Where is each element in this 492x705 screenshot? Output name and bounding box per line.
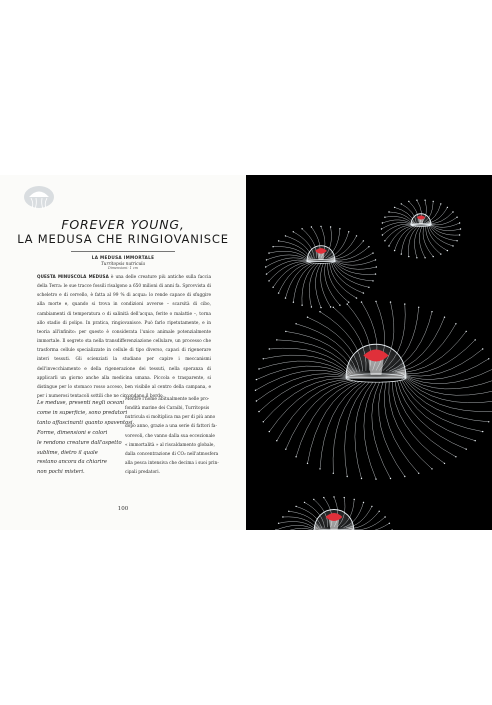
jellyfish-center-tentacle-tip: [285, 449, 286, 450]
jellyfish-top-right-tentacle-tip: [459, 234, 460, 235]
jellyfish-center-tentacle: [404, 376, 492, 389]
jellyfish-top-left-tentacle-tip: [330, 226, 331, 227]
jellyfish-center-tentacle-tip: [482, 431, 483, 432]
jellyfish-center-tentacle-tip: [319, 468, 320, 469]
jellyfish-center-tentacle-tip: [375, 301, 376, 302]
jellyfish-center-tentacle-tip: [431, 311, 432, 312]
jellyfish-bottom-tentacle: [283, 517, 318, 529]
left-page: [0, 175, 246, 530]
side-column-line: nutricula si moltiplica ma per di più anno: [125, 415, 216, 421]
jellyfish-center-tentacle: [384, 382, 418, 473]
pull-quote-line: tanto affascinanti quanto spaventosi.: [37, 419, 135, 426]
jellyfish-top-left-tentacle-tip: [278, 292, 279, 293]
jellyfish-top-right-tentacle-tip: [459, 222, 460, 223]
body-lead: QUESTA MINUSCOLA MEDUSA: [37, 274, 109, 279]
jellyfish-top-right-tentacle: [408, 226, 418, 256]
jellyfish-top-right-tentacle: [419, 227, 425, 258]
jellyfish-center-tentacle-tip: [418, 307, 419, 308]
jellyfish-center-tentacle: [401, 379, 483, 431]
jellyfish-top-right-tentacle-tip: [416, 200, 417, 201]
jellyfish-top-left-tentacle: [334, 253, 374, 262]
jellyfish-top-right-tentacle-tip: [416, 257, 417, 258]
jellyfish-top-left-tentacle-tip: [372, 252, 373, 253]
side-column-line: cipali predatori.: [125, 470, 160, 476]
jellyfish-top-right-tentacle-tip: [401, 253, 402, 254]
jellyfish-center-tentacle-tip: [256, 379, 257, 380]
jellyfish-center-tentacle-tip: [258, 411, 259, 412]
jellyfish-top-left-tentacle: [331, 241, 363, 259]
jellyfish-top-right-tentacle: [389, 226, 413, 246]
jellyfish-center-tentacle-tip: [255, 390, 256, 391]
jellyfish-top-left-tentacle-tip: [268, 280, 269, 281]
jellyfish-center-tentacle: [286, 331, 355, 372]
jellyfish-center-tentacle-tip: [488, 421, 489, 422]
jellyfish-top-left-tentacle: [333, 262, 369, 287]
caption-heading: LA MEDUSA IMMORTALE: [91, 255, 155, 260]
jellyfish-center-tentacle: [395, 381, 456, 457]
jellyfish-top-left-tentacle-tip: [311, 226, 312, 227]
jellyfish-top-right-tentacle-tip: [433, 256, 434, 257]
jellyfish-center-tentacle: [296, 381, 357, 457]
jellyfish-top-right-tentacle-tip: [424, 257, 425, 258]
jellyfish-center-tentacle: [392, 381, 444, 463]
jellyfish-top-right-tentacle-tip: [382, 222, 383, 223]
title-line-2: LA MEDUSA CHE RINGIOVANISCE: [17, 232, 229, 246]
jellyfish-center-tentacle: [345, 382, 370, 476]
jellyfish-center-tentacle-tip: [361, 301, 362, 302]
jellyfish-bottom-tentacle-tip: [389, 523, 390, 524]
pull-quote-line: sublime, dietro il quale: [37, 449, 98, 456]
jellyfish-top-left-tentacle: [273, 247, 309, 260]
jellyfish-center-tentacle-tip: [263, 421, 264, 422]
jellyfish-center-tentacle-tip: [347, 303, 348, 304]
jellyfish-center-tentacle: [404, 369, 492, 384]
jellyfish-center-tentacle-tip: [418, 473, 419, 474]
side-column-line: « immortalità » al riscaldamento globale,: [125, 442, 215, 448]
jellyfish-top-left-tentacle-tip: [268, 252, 269, 253]
body-paragraph: è una delle creature più antiche sulla faccia della Terra: le sue tracce fossili risalgono a 650 milioni di anni fa. Sprovvista di scheletro e di cervello, è fatta al 99 % di acqua: lo rende capace di sfuggire alla morte e, quando si trova in condizioni avverse – scarsità di cibo, cambiamenti di temperatura o di salinità dell'acqua, ferite o malattie –, torna allo stadio di polipo. In pratica, ringiovanisce. Può farlo ripetutamente, e in teoria all'infinito: per questo è considerata l'unico animale potenzialmente immortale. Il segreto sta nella transdifferenziazione cellulare, un processo che trasforma cellule specializzate in cellule di tipo diverso, capaci di rigenerare interi tessuti. Gli scienziati la studiano per capire i meccanismi dell'invecchiamento e della rigenerazione dei tessuti, nella speranza di applicarli un giorno anche alla medicina umana. Piccola e trasparente, si distingue per lo stomaco rosso acceso, ben visibile al centro della campana, e per i numerosi tentacoli sottili che ne circondano il bordo.: [37, 275, 212, 400]
jellyfish-top-right-tentacle-tip: [456, 240, 457, 241]
jellyfish-top-left-tentacle-tip: [368, 246, 369, 247]
jellyfish-top-left-tentacle-tip: [272, 246, 273, 247]
jellyfish-center-tentacle: [400, 340, 476, 374]
jellyfish-top-left-tentacle: [267, 260, 308, 274]
jellyfish-top-left-tentacle-tip: [266, 273, 267, 274]
jellyfish-top-right-tentacle-tip: [456, 217, 457, 218]
jellyfish-top-right-tentacle-tip: [440, 253, 441, 254]
jellyfish-top-left-tentacle-tip: [320, 226, 321, 227]
jellyfish-top-left-tentacle-tip: [348, 231, 349, 232]
jellyfish-top-right-tentacle-tip: [447, 250, 448, 251]
jellyfish-center-tentacle-tip: [361, 478, 362, 479]
jellyfish-top-left-tentacle-tip: [301, 228, 302, 229]
jellyfish-top-left-tentacle-tip: [293, 231, 294, 232]
side-column-line: Mentre l'home abitualmente nelle pro-: [125, 397, 210, 402]
jellyfish-emblem-icon: [22, 184, 56, 210]
jellyfish-top-right-tentacle: [430, 225, 457, 241]
jellyfish-top-left-tentacle: [334, 260, 375, 265]
jellyfish-top-left-tentacle: [269, 251, 309, 259]
jellyfish-top-left-tentacle: [269, 261, 309, 280]
jellyfish-bottom-tentacle-tip: [384, 516, 385, 517]
body-text: [37, 272, 211, 401]
jellyfish-center-tentacle-tip: [319, 311, 320, 312]
jellyfish-center-tentacle-tip: [269, 431, 270, 432]
jellyfish-center-tentacle: [269, 348, 351, 374]
jellyfish-top-left-tentacle-tip: [285, 297, 286, 298]
pull-quote-line: Forme, dimensioni e colori: [37, 429, 108, 436]
jellyfish-top-left-tentacle: [267, 255, 308, 260]
jellyfish-center-tentacle-tip: [431, 468, 432, 469]
jellyfish-top-right-tentacle-tip: [408, 256, 409, 257]
jellyfish-center-tentacle-tip: [269, 348, 270, 349]
jellyfish-top-left-tentacle: [279, 241, 311, 259]
jellyfish-center-tentacle-tip: [347, 476, 348, 477]
jellyfish-top-right-tentacle-tip: [388, 245, 389, 246]
jellyfish-center-tentacle-tip: [285, 331, 286, 332]
jellyfish-bottom-tentacle-tip: [391, 529, 392, 530]
jellyfish-center-tentacle: [263, 378, 349, 422]
side-column-line: fondità marine dei Caraibi, Turritopsis: [125, 406, 210, 412]
jellyfish-center-tentacle-tip: [307, 463, 308, 464]
jellyfish-top-right-tentacle: [401, 226, 416, 254]
caption-scientific-name: Turritopsis nutricula: [101, 261, 145, 266]
jellyfish-bottom-tentacle-tip: [344, 497, 345, 498]
jellyfish-top-left-tentacle: [321, 264, 331, 308]
jellyfish-bottom-tentacle-tip: [282, 516, 283, 517]
jellyfish-top-left-tentacle-tip: [266, 259, 267, 260]
jellyfish-top-left-tentacle-tip: [339, 305, 340, 306]
jellyfish-top-left-tentacle-tip: [285, 235, 286, 236]
jellyfish-top-left-tentacle-tip: [330, 306, 331, 307]
jellyfish-top-right-tentacle-tip: [460, 228, 461, 229]
jellyfish-top-left-tentacle: [316, 264, 322, 308]
jellyfish-center-tentacle: [259, 376, 348, 411]
jellyfish-top-right-tentacle-tip: [388, 211, 389, 212]
jellyfish-top-left-tentacle-tip: [363, 292, 364, 293]
jellyfish-top-right-tentacle-tip: [424, 200, 425, 201]
side-column-line: vorevoli, che vanno dalla sua eccezionale: [125, 433, 215, 439]
jellyfish-top-left-tentacle-tip: [372, 280, 373, 281]
jellyfish-top-right-tentacle: [429, 226, 453, 246]
jellyfish-top-right-tentacle: [415, 227, 420, 258]
caption-dimension: Dimensioni: 1 cm: [108, 266, 138, 270]
side-column-line: dopo anno, grazie a una serie di fattori fa-: [125, 424, 217, 430]
jellyfish-center-tentacle-tip: [390, 301, 391, 302]
jellyfish-top-left-tentacle-tip: [320, 307, 321, 308]
jellyfish-top-right-tentacle: [382, 220, 411, 224]
jellyfish-bottom-tentacle-tip: [323, 497, 324, 498]
jellyfish-top-left-tentacle-tip: [356, 297, 357, 298]
jellyfish-top-right-tentacle-tip: [394, 250, 395, 251]
jellyfish-center-tentacle: [263, 355, 349, 374]
jellyfish-top-right-tentacle: [423, 226, 433, 256]
jellyfish-center-tentacle-tip: [466, 449, 467, 450]
jellyfish-top-left-tentacle: [331, 263, 363, 294]
jellyfish-center-tentacle-tip: [333, 307, 334, 308]
page-number: 100: [117, 506, 129, 512]
jellyfish-top-left-tentacle: [330, 263, 357, 298]
jellyfish-top-right-tentacle-tip: [440, 203, 441, 204]
jellyfish-center-tentacle: [333, 382, 366, 473]
jellyfish-center-tentacle-tip: [488, 358, 489, 359]
jellyfish-center-tentacle: [404, 377, 492, 403]
jellyfish-top-right-tentacle-tip: [394, 207, 395, 208]
jellyfish-center-tentacle-tip: [375, 478, 376, 479]
jellyfish-top-left-tentacle-tip: [348, 302, 349, 303]
jellyfish-top-right-tentacle-tip: [381, 228, 382, 229]
jellyfish-center-tentacle-tip: [333, 473, 334, 474]
jellyfish-top-right-tentacle-tip: [401, 203, 402, 204]
jellyfish-center-tentacle-tip: [475, 339, 476, 340]
jellyfish-center-tentacle-tip: [455, 323, 456, 324]
jellyfish-top-right-tentacle-tip: [408, 201, 409, 202]
jellyfish-center-tentacle-tip: [295, 456, 296, 457]
jellyfish-top-right-tentacle-tip: [447, 207, 448, 208]
side-column: [125, 395, 219, 477]
jellyfish-bottom-tentacle-tip: [371, 506, 372, 507]
jellyfish-top-right-tentacle-tip: [433, 201, 434, 202]
jellyfish-top-right-tentacle-tip: [452, 245, 453, 246]
jellyfish-top-left-tentacle: [309, 264, 318, 308]
jellyfish-top-left-tentacle-tip: [363, 240, 364, 241]
pull-quote-line: restano ancora da chiarire: [37, 459, 107, 466]
jellyfish-bottom-tentacle: [275, 528, 315, 530]
jellyfish-center-tentacle-tip: [307, 317, 308, 318]
jellyfish-center-tentacle-tip: [455, 456, 456, 457]
jellyfish-top-left-tentacle-tip: [272, 287, 273, 288]
jellyfish-bottom-tentacle-tip: [275, 529, 276, 530]
jellyfish-bottom-tentacle-tip: [278, 523, 279, 524]
side-column-line: alla pesca intensiva che decima i suoi prin-: [125, 461, 219, 467]
jellyfish-center-tentacle-tip: [263, 358, 264, 359]
jellyfish-center-tentacle: [256, 370, 348, 390]
jellyfish-bottom-tentacle-tip: [304, 502, 305, 503]
jellyfish-illustration: [246, 175, 492, 530]
jellyfish-top-left-tentacle-tip: [311, 306, 312, 307]
pull-quote: [37, 399, 135, 478]
jellyfish-bottom-tentacle-tip: [288, 511, 289, 512]
jellyfish-bottom-tentacle-tip: [295, 506, 296, 507]
title-line-1: FOREVER YOUNG,: [61, 217, 185, 232]
pull-quote-line: come in superficie, sono predatori: [37, 409, 128, 416]
jellyfish-bottom-tentacle-tip: [354, 499, 355, 500]
pull-quote-line: le rendono creature dall'aspetto: [37, 439, 122, 446]
jellyfish-center-tentacle-tip: [258, 368, 259, 369]
jellyfish-center-tentacle: [256, 374, 347, 401]
jellyfish-top-left-tentacle-tip: [375, 273, 376, 274]
jellyfish-center-tentacle: [256, 366, 347, 380]
jellyfish-center-tentacle-tip: [444, 463, 445, 464]
jellyfish-top-left-tentacle-tip: [375, 259, 376, 260]
title-divider: [71, 251, 175, 252]
jellyfish-center-tentacle-tip: [256, 400, 257, 401]
jellyfish-top-right-tentacle-tip: [384, 217, 385, 218]
jellyfish-top-left-tentacle: [325, 263, 340, 305]
jellyfish-center-tentacle-tip: [404, 476, 405, 477]
jellyfish-top-left-tentacle-tip: [356, 235, 357, 236]
jellyfish-top-left-tentacle-tip: [301, 305, 302, 306]
pull-quote-line: Le meduse, presenti negli oceani: [37, 400, 125, 406]
pull-quote-line: non pochi misteri.: [37, 469, 85, 476]
jellyfish-center-tentacle-tip: [444, 317, 445, 318]
jellyfish-center-tentacle-tip: [276, 339, 277, 340]
jellyfish-top-left-tentacle-tip: [339, 228, 340, 229]
jellyfish-center-tentacle-tip: [404, 303, 405, 304]
jellyfish-center-tentacle-tip: [276, 440, 277, 441]
jellyfish-center-tentacle: [277, 380, 353, 441]
jellyfish-top-left-tentacle-tip: [265, 266, 266, 267]
jellyfish-center-tentacle-tip: [390, 478, 391, 479]
jellyfish-top-right-tentacle: [431, 225, 461, 231]
jellyfish-top-left-tentacle-tip: [278, 240, 279, 241]
jellyfish-center-tentacle: [372, 383, 391, 479]
jellyfish-center-tentacle-tip: [475, 440, 476, 441]
side-column-line: dalla concentrazione di CO₂ nell'atmosfera: [125, 451, 219, 457]
jellyfish-center-tentacle: [397, 331, 466, 372]
jellyfish-top-left-tentacle-tip: [293, 302, 294, 303]
jellyfish-top-left-tentacle-tip: [368, 287, 369, 288]
jellyfish-bottom-tentacle-tip: [379, 511, 380, 512]
jellyfish-bottom-tentacle-tip: [313, 499, 314, 500]
jellyfish-top-right-tentacle-tip: [452, 211, 453, 212]
jellyfish-center-tentacle: [405, 377, 492, 396]
jellyfish-bottom-tentacle-tip: [363, 502, 364, 503]
jellyfish-top-right-tentacle-tip: [382, 234, 383, 235]
right-page-illustration: [246, 175, 492, 530]
jellyfish-top-left-tentacle-tip: [376, 266, 377, 267]
jellyfish-center-tentacle-tip: [482, 348, 483, 349]
jellyfish-center-tentacle-tip: [295, 323, 296, 324]
jellyfish-top-right-tentacle-tip: [384, 240, 385, 241]
jellyfish-bottom-tentacle-tip: [333, 496, 334, 497]
jellyfish-center-tentacle-tip: [466, 331, 467, 332]
